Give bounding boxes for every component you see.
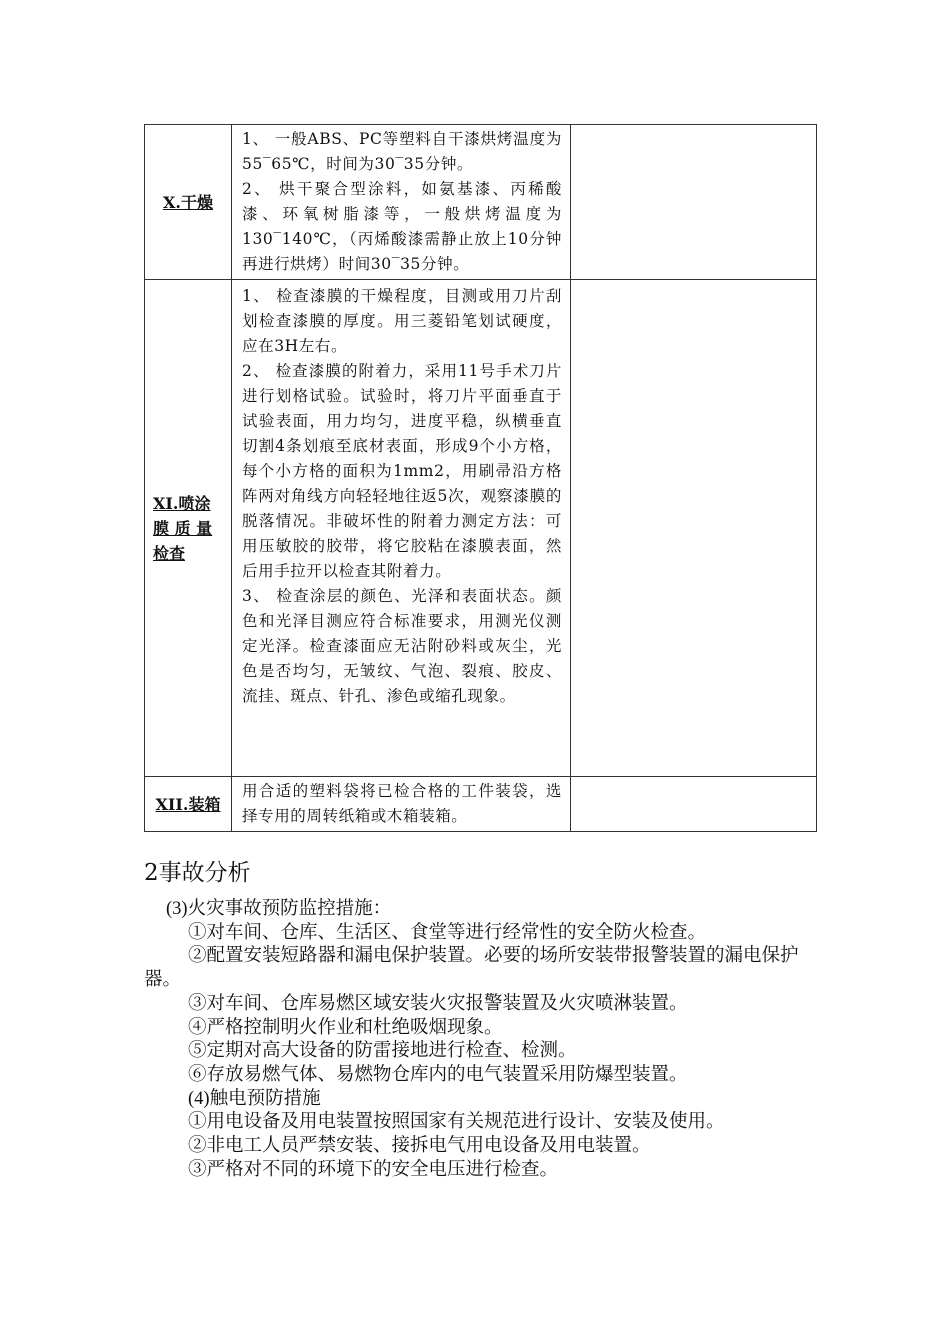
- section-heading: 2事故分析: [144, 860, 251, 886]
- fire-measures-title: (3)火灾事故预防监控措施：: [166, 899, 392, 919]
- step-paragraph: 用合适的塑料袋将已检合格的工件装袋，选择专用的周转纸箱或木箱装箱。: [242, 782, 562, 825]
- list-item: ④严格控制明火作业和杜绝吸烟现象。: [188, 1017, 503, 1038]
- safety-measures: [144, 898, 824, 1182]
- step-paragraph: 2、 检查漆膜的附着力，采用11号手术刀片进行划格试验。试验时，将刀片平面垂直于试验表面，用力均匀，进度平稳，纵横垂直切割4条划痕至底材表面，形成9个小方格，每个小方格的面积为1mm2，用刷帚沿方格阵两对角线方向轻轻地往返5次，观察漆膜的脱落情况。非破坏性的附着力测定方法：可用压敏胶的胶带，将它胶粘在漆膜表面，然后用手拉开以检查其附着力。: [242, 362, 562, 580]
- notes-cell: [571, 777, 817, 832]
- step-description-film-inspection: [232, 280, 571, 777]
- shock-measures-title: (4)触电预防措施: [188, 1088, 321, 1109]
- list-item: ②配置安装短路器和漏电保护装置。必要的场所安装带报警装置的漏电保护器。: [144, 946, 799, 991]
- step-description-packing: [232, 777, 571, 832]
- step-label-line: XII.装箱: [155, 794, 221, 814]
- step-paragraph: 1、 检查漆膜的干燥程度，目测或用刀片刮划检查漆膜的厚度。用三菱铅笔划试硬度，应在3H左右。: [242, 287, 562, 355]
- step-label-packing: [145, 777, 232, 832]
- notes-cell: [571, 125, 817, 280]
- list-item: ⑤定期对高大设备的防雷接地进行检查、检测。: [188, 1041, 577, 1062]
- list-item: ⑥存放易燃气体、易燃物仓库内的电气装置采用防爆型装置。: [188, 1064, 688, 1085]
- table-row-drying: [145, 125, 817, 280]
- table-row-packing: [145, 777, 817, 832]
- step-label-line: 检查: [153, 543, 186, 563]
- list-item: ③对车间、仓库易燃区域安装火灾报警装置及火灾喷淋装置。: [188, 993, 688, 1014]
- step-description-drying: [232, 125, 571, 280]
- list-item: ①用电设备及用电装置按照国家有关规范进行设计、安装及使用。: [188, 1112, 725, 1133]
- list-item: ②非电工人员严禁安装、接拆电气用电设备及用电装置。: [188, 1136, 651, 1157]
- step-paragraph: 2、 烘干聚合型涂料，如氨基漆、丙稀酸漆、环氧树脂漆等，一般烘烤温度为130‾140℃，（丙烯酸漆需静止放上10分钟再进行烘烤）时间30‾35分钟。: [242, 180, 562, 273]
- step-label-line: 膜 质 量: [153, 518, 213, 538]
- step-paragraph: 1、 一般ABS、PC等塑料自干漆烘烤温度为55‾65℃，时间为30‾35分钟。: [242, 130, 562, 173]
- step-label-line: X.干燥: [163, 192, 213, 212]
- notes-cell: [571, 280, 817, 777]
- step-label-film-inspection: [145, 280, 232, 777]
- list-item: ③严格对不同的环境下的安全电压进行检查。: [188, 1159, 559, 1180]
- table-row-film-inspection: [145, 280, 817, 777]
- step-paragraph: 3、 检查涂层的颜色、光泽和表面状态。颜色和光泽目测应符合标准要求，用测光仪测定光泽。检查漆面应无沾附砂料或灰尘，光色是否均匀，无皱纹、气泡、裂痕、胶皮、流挂、斑点、针孔、渗色或缩孔现象。: [242, 587, 562, 705]
- step-label-drying: [145, 125, 232, 280]
- process-table: [144, 124, 817, 832]
- step-label-line: XI.喷涂: [153, 493, 211, 513]
- list-item: ①对车间、仓库、生活区、食堂等进行经常性的安全防火检查。: [188, 922, 707, 943]
